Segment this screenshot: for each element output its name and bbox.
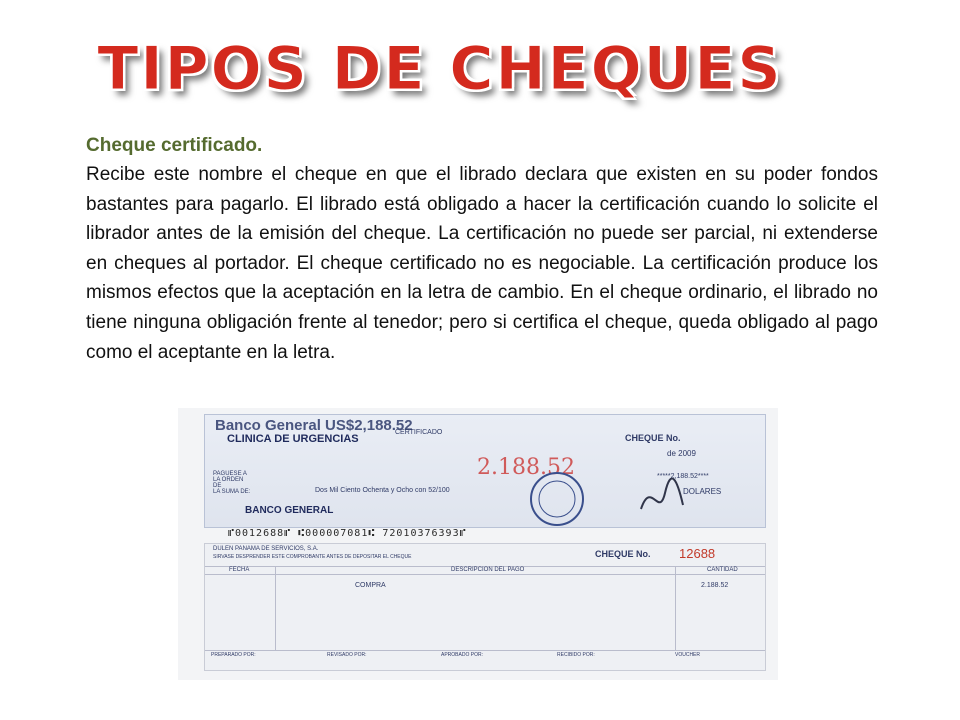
certification-stamp — [525, 467, 589, 531]
payer-name: CLINICA DE URGENCIAS — [227, 433, 359, 445]
amount-box: *****2,188.52**** — [657, 473, 709, 480]
page-title: TIPOS DE CHEQUES — [97, 34, 783, 104]
sign-voucher: VOUCHER — [675, 652, 701, 658]
currency-label: DOLARES — [683, 487, 722, 496]
micr-line: ⑈0012688⑈ ⑆000007081⑆ 72010376393⑈ — [228, 528, 467, 539]
sign-received: RECIBIDO POR: — [557, 652, 595, 658]
amount-in-words: Dos Mil Ciento Ochenta y Ocho con 52/100 — [315, 487, 450, 494]
col-fecha: FECHA — [229, 567, 250, 573]
stub-company: DULEN PANAMA DE SERVICIOS, S.A. — [213, 546, 319, 552]
col-descripcion: DESCRIPCION DEL PAGO — [451, 567, 525, 573]
stub-cheque-number: 12688 — [679, 546, 716, 561]
col-cantidad: CANTIDAD — [707, 567, 738, 573]
sum-label: LA SUMA DE: — [213, 489, 251, 495]
cheque-number-label: CHEQUE No. — [625, 433, 681, 443]
cheque-stub — [204, 543, 766, 671]
stub-cheque-label: CHEQUE No. — [595, 549, 651, 559]
section-subtitle: Cheque certificado. — [86, 135, 263, 156]
bank-header: Banco General US$2,188.52 — [215, 417, 413, 434]
sign-approved: APROBADO POR: — [441, 652, 483, 658]
signature — [637, 475, 687, 519]
cheque-date: de 2009 — [667, 449, 696, 458]
row-amount: 2.188.52 — [701, 582, 729, 589]
sign-prepared: PREPARADO POR: — [211, 652, 256, 658]
handwritten-amount: 2.188.52 — [477, 455, 575, 480]
certified-stamp: CERTIFICADO — [395, 429, 443, 436]
cheque-body — [204, 414, 766, 528]
row-description: COMPRA — [355, 582, 386, 589]
stub-note: SIRVASE DESPRENDER ESTE COMPROBANTE ANTES DE DEPOSITAR EL CHEQUE — [213, 554, 412, 560]
pay-to-label: PAGUESE A LA ORDEN DE — [213, 471, 247, 489]
bank-name: BANCO GENERAL — [245, 505, 334, 516]
body-paragraph: Recibe este nombre el cheque en que el librado declara que existen en su poder fondos bastantes para pagarlo. El librado está obligado a hacer la certificación cuando lo solicite el librador antes de la emisión del cheque. La certificación no puede ser parcial, ni extenderse en cheques al portador. El cheque certificado no es negociable. La certificación produce los mismos efectos que la aceptación en la letra de cambio. En el cheque ordinario, el librado no tiene ninguna obligación frente al tenedor; pero si certifica el cheque, queda obligado al pago como el aceptante en la letra. — [86, 164, 878, 363]
cheque-image — [178, 408, 778, 680]
sign-reviewed: REVISADO POR: — [327, 652, 367, 658]
